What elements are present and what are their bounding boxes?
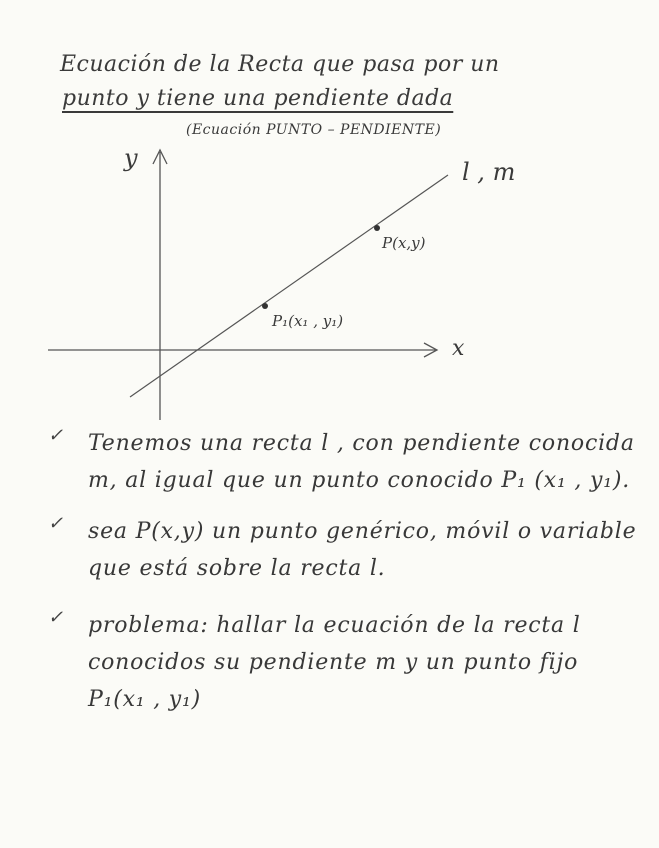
check-icon: ✓: [48, 425, 64, 446]
point-p1: [262, 303, 268, 309]
bullet-text: sea P(x,y) un punto genérico, móvil o variable que está sobre la recta l.: [88, 519, 637, 581]
title-line-2: punto y tiene una pendiente dada: [62, 86, 454, 111]
point-p-label: P(x,y): [382, 234, 426, 252]
y-axis-label: y: [124, 144, 138, 172]
line-label: l , m: [462, 158, 516, 186]
x-axis-label: x: [452, 336, 465, 361]
line-l: [130, 175, 448, 397]
title-line-1: Ecuación de la Recta que pasa por un: [60, 52, 500, 77]
coordinate-diagram: [0, 130, 659, 430]
bullet-item: [48, 607, 648, 718]
bullet-item: [48, 513, 648, 587]
bullet-text: Tenemos una recta l , con pendiente conocida m, al igual que un punto conocido P₁ (x₁ , y₁).: [88, 431, 635, 493]
point-p1-label: P₁(x₁ , y₁): [272, 312, 344, 330]
point-p: [374, 225, 380, 231]
subtitle: (Ecuación PUNTO – PENDIENTE): [186, 122, 442, 138]
bullet-list: [48, 425, 648, 718]
check-icon: ✓: [48, 607, 64, 628]
check-icon: ✓: [48, 513, 64, 534]
bullet-text: problema: hallar la ecuación de la recta l conocidos su pendiente m y un punto fijo P₁(x₁ , y₁): [88, 613, 581, 712]
bullet-item: [48, 425, 648, 499]
